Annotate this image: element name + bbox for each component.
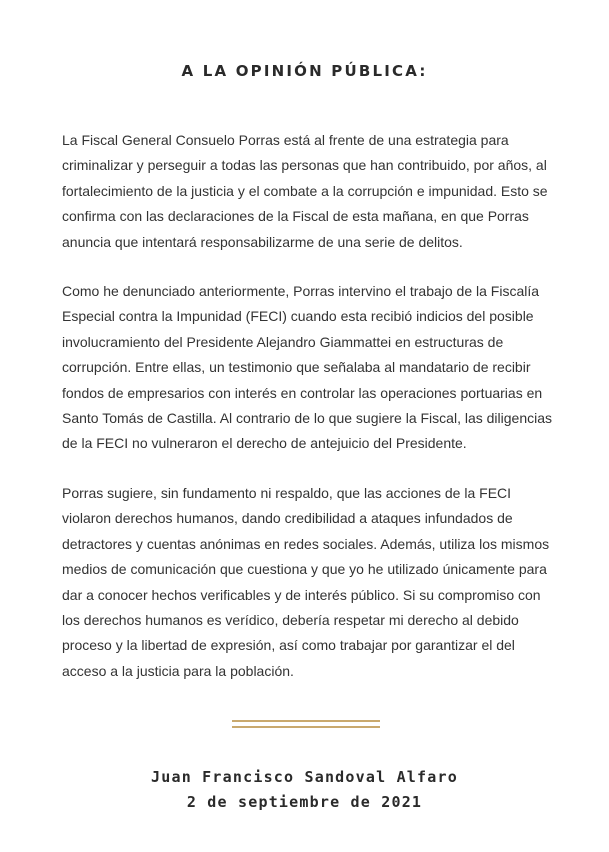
statement-body xyxy=(62,128,562,708)
divider-line-top xyxy=(232,720,380,722)
signature-date: 2 de septiembre de 2021 xyxy=(186,793,423,811)
page-title: A LA OPINIÓN PÚBLICA: xyxy=(181,62,428,80)
paragraph-2: Como he denunciado anteriormente, Porras intervino el trabajo de la Fiscalía Especial contra la Impunidad (FECI) cuando esta recibió indicios del posible involucramiento del Presidente Alejandro Giammattei en estructuras de corrupción. Entre ellas, un testimonio que señalaba al mandatario de recibir fondos de empresarios con interés en controlar las operaciones portuarias en Santo Tomás de Castilla. Al contrario de lo que sugiere la Fiscal, las diligencias de la FECI no vulneraron el derecho de antejuicio del Presidente. xyxy=(62,283,552,452)
signature-name: Juan Francisco Sandoval Alfaro xyxy=(151,768,458,786)
paragraph-3: Porras sugiere, sin fundamento ni respaldo, que las acciones de la FECI violaron derechos humanos, dando credibilidad a ataques infundados de detractores y cuentas anónimas en redes sociales. Además, utiliza los mismos medios de comunicación que cuestiona y que yo he utilizado únicamente para dar a conocer hechos verificables y de interés público. Si su compromiso con los derechos humanos es verídico, debería respetar mi derecho al debido proceso y la libertad de expresión, así como trabajar por garantizar el del acceso a la justicia para la población. xyxy=(62,484,550,679)
divider-line-bottom xyxy=(232,726,380,728)
signature-block xyxy=(0,765,609,815)
paragraph-1: La Fiscal General Consuelo Porras está al frente de una estrategia para criminalizar y perseguir a todas las personas que han contribuido, por años, al fortalecimiento de la justicia y el combate a la corrupción e impunidad. Esto se confirma con las declaraciones de la Fiscal de esta mañana, en que Porras anuncia que intentará responsabilizarme de una serie de delitos. xyxy=(62,132,548,250)
